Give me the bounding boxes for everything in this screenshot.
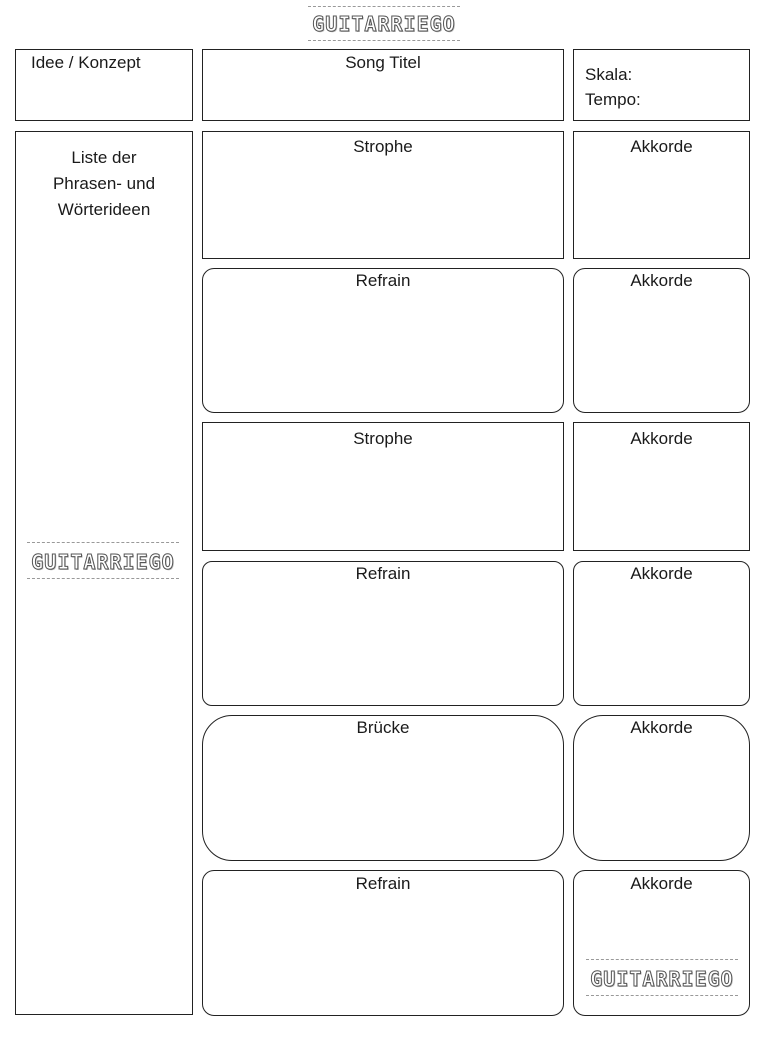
section-verse-2-label: Strophe — [353, 429, 413, 448]
scale-label: Skala: — [585, 65, 633, 84]
section-verse-2[interactable] — [202, 422, 564, 551]
scale-tempo-box[interactable] — [573, 49, 750, 121]
section-chorus-2[interactable] — [202, 561, 564, 706]
chords-box-6[interactable] — [573, 870, 750, 1016]
idea-concept-label: Idee / Konzept — [31, 53, 141, 72]
section-verse-1[interactable] — [202, 131, 564, 259]
phrase-word-ideas-box[interactable] — [15, 131, 193, 1015]
logo-bottom-text: GUITARRIEGO — [590, 967, 734, 991]
chords-label-5: Akkorde — [630, 718, 693, 737]
section-chorus-1[interactable] — [202, 268, 564, 413]
chords-label-2: Akkorde — [630, 271, 693, 290]
section-bridge-label: Brücke — [356, 718, 410, 737]
section-chorus-1-label: Refrain — [355, 271, 411, 290]
phrase-ideas-line2: Phrasen- und — [52, 174, 156, 193]
chords-label-1: Akkorde — [630, 137, 693, 156]
logo-top-text: GUITARRIEGO — [312, 12, 456, 36]
chords-box-3[interactable] — [573, 422, 750, 551]
idea-concept-box[interactable] — [15, 49, 193, 121]
logo-sidebar — [27, 540, 179, 584]
section-bridge[interactable] — [202, 715, 564, 861]
chords-box-2[interactable] — [573, 268, 750, 413]
chords-box-5[interactable] — [573, 715, 750, 861]
tempo-label: Tempo: — [585, 90, 641, 109]
song-title-label: Song Titel — [345, 53, 421, 72]
section-verse-1-label: Strophe — [353, 137, 413, 156]
phrase-ideas-line3: Wörterideen — [57, 200, 151, 219]
phrase-ideas-line1: Liste der — [71, 148, 137, 167]
chords-box-1[interactable] — [573, 131, 750, 259]
chords-label-6: Akkorde — [630, 874, 693, 893]
section-chorus-2-label: Refrain — [355, 564, 411, 583]
song-title-box[interactable] — [202, 49, 564, 121]
logo-sidebar-text: GUITARRIEGO — [31, 550, 175, 574]
chords-label-4: Akkorde — [630, 564, 693, 583]
section-chorus-3[interactable] — [202, 870, 564, 1016]
logo-bottom — [586, 957, 738, 1001]
chords-label-3: Akkorde — [630, 429, 693, 448]
section-chorus-3-label: Refrain — [355, 874, 411, 893]
chords-box-4[interactable] — [573, 561, 750, 706]
logo-top — [308, 4, 460, 44]
